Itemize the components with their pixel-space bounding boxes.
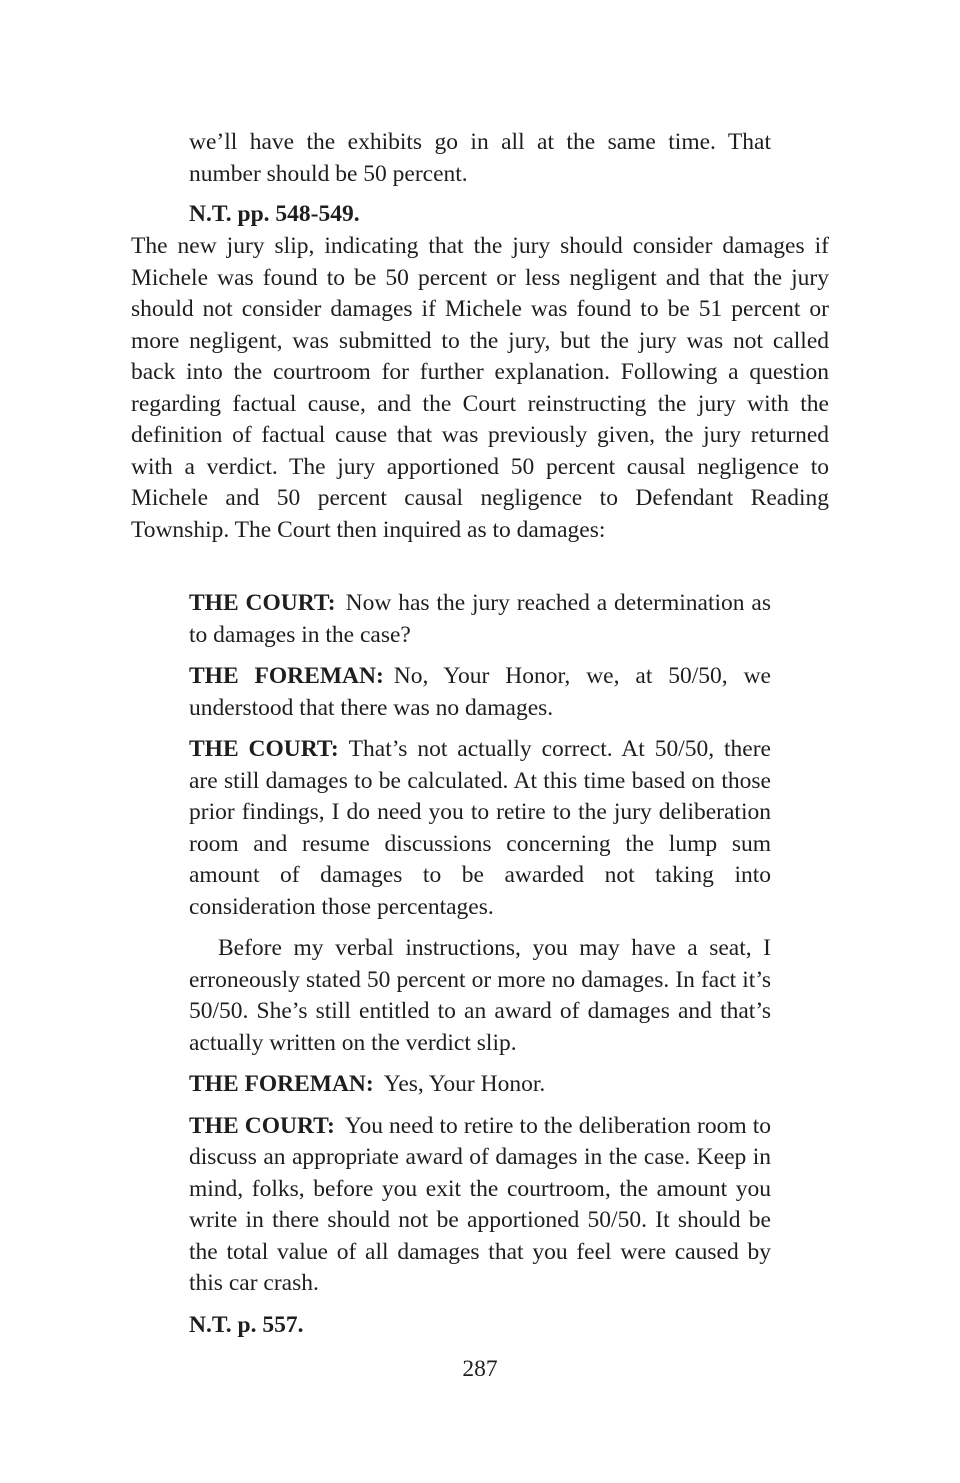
transcript-entry	[189, 1111, 771, 1300]
top-quote-citation: N.T. pp. 548-549.	[189, 201, 360, 227]
bottom-citation: N.T. p. 557.	[189, 1311, 304, 1338]
speaker-label: THE FOREMAN:	[189, 1071, 374, 1097]
body-paragraph: The new jury slip, indicating that the jury should consider damages if Michele was found to be 50 percent or less negligent and that the jury should not consider damages if Michele was found to be 51 percent or more negligent, was submitted to the jury, but the jury was not called back into the courtroom for further explanation. Following a question regarding factual cause, and the Court reinstructing the jury with the definition of factual cause that was previously given, the jury returned with a verdict. The jury apportioned 50 percent causal negligence to Michele and 50 percent causal negligence to Defendant Reading Township. The Court then inquired as to damages:	[131, 233, 829, 543]
transcript-entry	[189, 588, 771, 651]
speaker-label: THE FOREMAN:	[189, 663, 384, 689]
speech-text: Before my verbal instructions, you may have a seat, I erroneously stated 50 percent or more no damages. In fact it’s 50/50. She’s still entitled to an award of damages and that’s actually written on the verdict slip.	[189, 935, 771, 1056]
speech-text: You need to retire to the deliberation room to discuss an appropriate award of damages in the case. Keep in mind, folks, before you exit the courtroom, the amount you write in there should not be apportioned 50/50. It should be the total value of all damages that you feel were caused by this car crash.	[189, 1112, 772, 1296]
speech-text: That’s not actually correct. At 50/50, there are still damages to be calculated. At this time based on those prior findings, I do need you to retire to the jury deliberation room and resume discussions concerning the lump sum amount of damages to be awarded not taking into consideration those percentages.	[189, 736, 771, 920]
speaker-label: THE COURT:	[189, 590, 336, 616]
transcript-continuation	[189, 933, 771, 1059]
transcript-entry	[189, 734, 771, 923]
top-quote-block	[189, 127, 771, 231]
speaker-label: THE COURT:	[189, 1112, 335, 1139]
speech-text: Yes, Your Honor.	[383, 1071, 546, 1097]
speech-text: Now has the jury reached a determination as to damages in the case?	[189, 590, 771, 648]
page-number: 287	[462, 1356, 498, 1382]
top-quote-text: we’ll have the exhibits go in all at the same time. That number should be 50 percent.	[189, 129, 771, 187]
transcript-entry	[189, 1069, 771, 1101]
body-paragraph-block	[131, 231, 829, 546]
transcript-block	[189, 588, 771, 1341]
speaker-label: THE COURT:	[189, 736, 339, 762]
speech-text: No, Your Honor, we, at 50/50, we understood that there was no damages.	[189, 663, 771, 721]
transcript-entry	[189, 661, 771, 724]
